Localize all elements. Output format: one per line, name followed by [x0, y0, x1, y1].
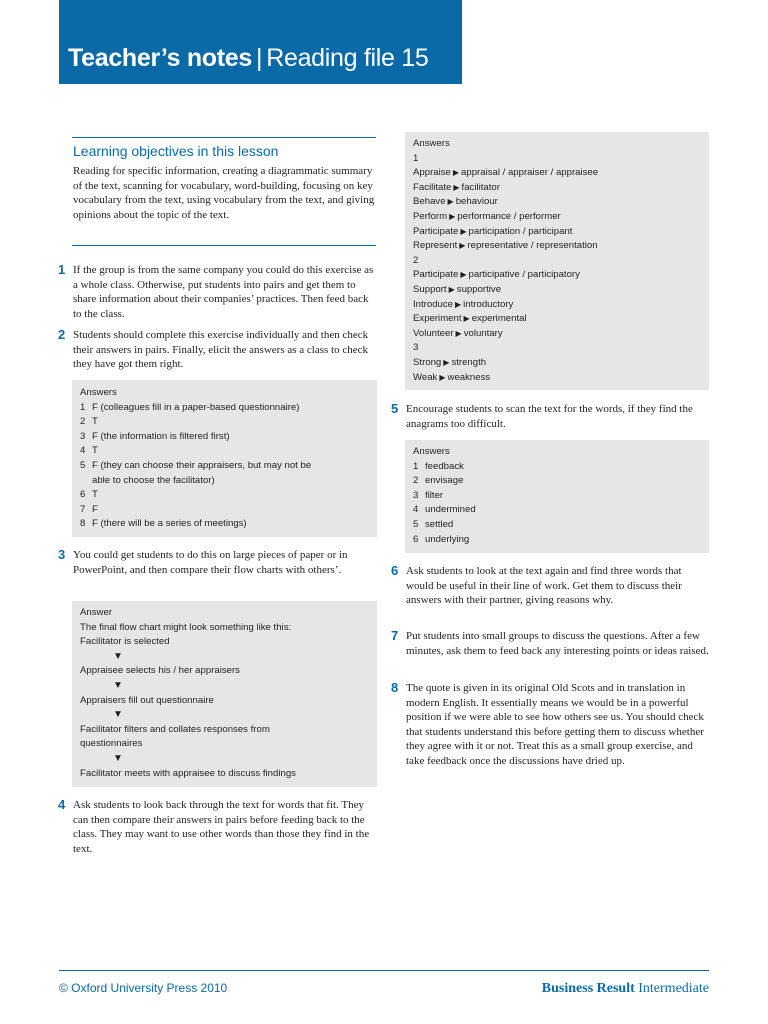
answer-number: 4 [413, 504, 419, 516]
answer-text: F (they can choose their appraisers, but may not be [92, 459, 312, 471]
objectives-title: Learning objectives in this lesson [73, 143, 279, 159]
flow-step: Appraisee selects his / her appraisers [80, 665, 240, 677]
derived-words: representative / representation [467, 240, 598, 252]
item-text: Students should complete this exercise individually and then check their answers in pairs. Finally, elicit the answers as a class to check they have got them right. [73, 329, 369, 371]
answer-number: 1 [80, 401, 86, 413]
right-arrow-icon: ▶ [455, 328, 462, 338]
answer-number: 6 [80, 489, 86, 501]
right-arrow-icon: ▶ [455, 299, 462, 309]
right-arrow-icon: ▶ [460, 270, 467, 280]
item-number: 4 [58, 797, 66, 812]
item-number: 5 [391, 401, 399, 416]
answer-text: F (there will be a series of meetings) [92, 518, 247, 530]
brand-level: Intermediate [638, 981, 709, 996]
answer-number: 6 [413, 533, 419, 545]
answer-number: 2 [413, 475, 419, 487]
flow-step: Appraisers fill out questionnaire [80, 694, 214, 706]
brand-name [542, 981, 709, 997]
derived-words: participative / participatory [468, 269, 580, 281]
answer-number: 1 [413, 460, 419, 472]
answer-text: filter [425, 489, 444, 501]
item-number: 6 [391, 563, 399, 578]
base-word: Weak [413, 371, 438, 383]
right-arrow-icon: ▶ [447, 197, 454, 207]
header-banner [59, 0, 462, 84]
derived-words: appraisal / appraiser / appraisee [461, 167, 599, 179]
answer-number: 5 [413, 518, 419, 530]
page-title [68, 44, 429, 73]
flow-chart-intro: The final flow chart might look something like this: [80, 621, 292, 633]
answers-box-4 [405, 132, 709, 390]
derived-words: weakness [447, 371, 491, 383]
answers-box-title: Answers [413, 138, 450, 149]
right-arrow-icon: ▶ [448, 284, 455, 294]
answers-box-title: Answers [80, 387, 117, 398]
item-number: 3 [58, 547, 66, 562]
item-text: If the group is from the same company you could do this exercise as a whole class. Otherwise, put students into pairs and get them to share information about their companies’ practices. Then feed back to the class. [73, 264, 374, 320]
answer-box-title: Answer [80, 607, 112, 618]
answer-box-3 [72, 601, 377, 787]
title-bold: Teacher’s notes [68, 44, 253, 72]
base-word: Appraise [413, 167, 451, 179]
answers-box-5 [405, 440, 709, 553]
base-word: Support [413, 283, 447, 295]
group-label: 3 [413, 342, 419, 354]
answer-text: feedback [425, 460, 464, 472]
down-arrow-icon: ▼ [113, 679, 123, 691]
base-word: Facilitate [413, 181, 452, 193]
objectives-bottom-rule [72, 245, 376, 246]
flow-step: Facilitator meets with appraisee to discuss findings [80, 767, 296, 779]
base-word: Participate [413, 225, 459, 237]
derived-words: strength [451, 356, 487, 368]
down-arrow-icon: ▼ [113, 709, 123, 721]
item-text: Ask students to look at the text again and find three words that would be useful in their line of work. Get them to discuss their answers with their partner, giving reasons why. [406, 565, 682, 607]
derived-words: voluntary [463, 327, 503, 339]
answer-text: settled [425, 518, 454, 530]
base-word: Behave [413, 196, 446, 208]
group-label: 2 [413, 254, 419, 266]
base-word: Represent [413, 240, 458, 252]
brand-bold: Business Result [541, 981, 635, 996]
right-arrow-icon: ▶ [449, 211, 456, 221]
answer-text: T [92, 445, 98, 457]
answer-text: able to choose the facilitator) [92, 474, 215, 486]
answer-number: 2 [80, 416, 86, 428]
answer-number: 3 [80, 430, 86, 442]
objectives-text: Reading for specific information, creating a diagrammatic summary of the text, scanning for vocabulary, word-building, focusing on key vocabulary from the text, using vocabulary from the text, and giving opinions about the topic of the text. [73, 165, 375, 221]
base-word: Volunteer [413, 327, 454, 339]
item-number: 1 [58, 262, 66, 277]
answer-text: F [92, 503, 98, 515]
answer-number: 8 [80, 518, 86, 530]
item-number: 8 [391, 680, 399, 695]
derived-words: participation / participant [468, 225, 573, 237]
group-label: 1 [413, 152, 419, 164]
answer-number: 5 [80, 459, 86, 471]
item-number: 2 [58, 327, 66, 342]
answer-text: F (colleagues fill in a paper-based questionnaire) [92, 401, 300, 413]
base-word: Experiment [413, 313, 462, 325]
right-arrow-icon: ▶ [460, 226, 467, 236]
right-arrow-icon: ▶ [443, 357, 450, 367]
answer-number: 7 [80, 503, 86, 515]
base-word: Introduce [413, 298, 454, 310]
item-text: Encourage students to scan the text for the words, if they find the anagrams too difficult. [406, 403, 693, 430]
down-arrow-icon: ▼ [113, 752, 123, 764]
right-arrow-icon: ▶ [459, 241, 466, 251]
objectives-top-rule [72, 137, 376, 138]
answer-text: underlying [425, 533, 470, 545]
answer-number: 3 [413, 489, 419, 501]
derived-words: facilitator [461, 181, 500, 193]
base-word: Strong [413, 356, 442, 368]
right-arrow-icon: ▶ [453, 182, 460, 192]
item-text: Put students into small groups to discuss the questions. After a few minutes, ask them to feed back any interesting points or ideas raised. [406, 630, 709, 657]
flow-step: Facilitator filters and collates responses from [80, 723, 270, 735]
derived-words: introductory [463, 298, 514, 310]
right-arrow-icon: ▶ [452, 168, 460, 178]
flow-step: questionnaires [80, 738, 143, 750]
item-text: Ask students to look back through the text for words that fit. They can then compare their answers in pairs before feeding back to the class. They may want to use other words than those they find in the text. [73, 799, 370, 855]
answer-text: envisage [425, 475, 464, 487]
title-separator: | [256, 44, 263, 72]
answer-text: T [92, 489, 98, 501]
base-word: Perform [413, 210, 448, 222]
item-text: You could get students to do this on large pieces of paper or in PowerPoint, and then compare their flow charts with others’. [73, 549, 348, 576]
item-number: 7 [391, 628, 399, 643]
answer-text: T [92, 416, 98, 428]
answer-number: 4 [80, 445, 86, 457]
down-arrow-icon: ▼ [113, 650, 123, 662]
answers-box-2 [72, 380, 377, 537]
answer-text: undermined [425, 504, 476, 516]
derived-words: performance / performer [457, 210, 561, 222]
derived-words: supportive [456, 283, 502, 295]
flow-step: Facilitator is selected [80, 636, 170, 648]
title-rest: Reading file 15 [266, 44, 429, 72]
footer-rule [59, 970, 709, 971]
derived-words: experimental [471, 313, 527, 325]
answer-text: F (the information is filtered first) [92, 430, 230, 442]
derived-words: behaviour [455, 196, 498, 208]
base-word: Participate [413, 269, 459, 281]
copyright: © Oxford University Press 2010 [59, 981, 228, 995]
right-arrow-icon: ▶ [439, 372, 446, 382]
item-text: The quote is given in its original Old Scots and in translation in modern English. It essentially means we would be in a powerful position if we were able to see how others see us. You should check that students understand this before getting them to discuss whether they agree with it or not. Treat this as a small group exercise, and take feedback once the discussions have dried up. [406, 682, 704, 767]
right-arrow-icon: ▶ [463, 314, 470, 324]
answers-box-title: Answers [413, 446, 450, 457]
